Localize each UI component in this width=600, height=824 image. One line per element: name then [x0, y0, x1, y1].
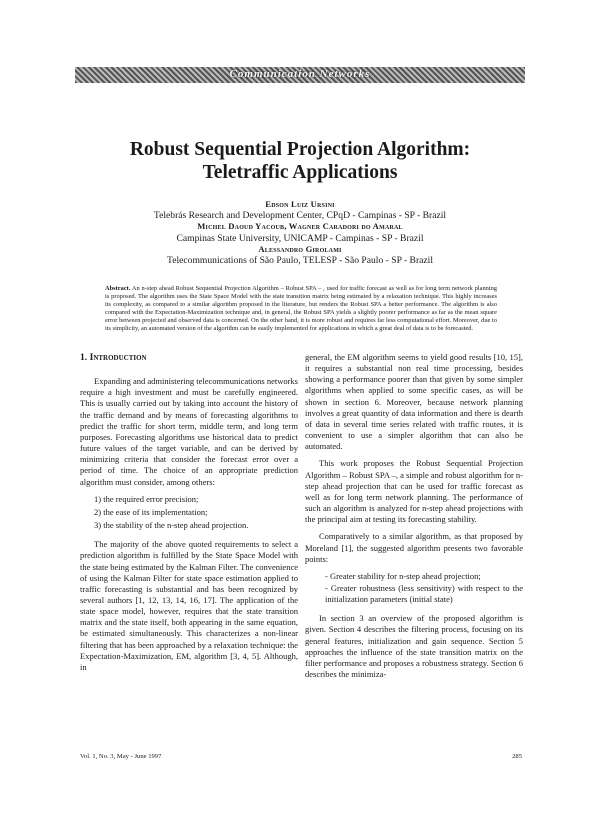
list-item: 1) the required error precision;: [94, 493, 199, 504]
abstract-text: An n-step ahead Robust Sequential Projection Algorithm – Robust SPA – , used for traffic forecast as well as for long term network planning is proposed. The algorithm uses the State Space Model with the state transition matrix being estimated by a relaxation technique. This highly increases its complexity, as compared to a similar algorithm proposed in the literature, but renders the Robust SPA a better performance. The algorithm is also compared with the Expectation-Maximization technique and, in general, the Robust SPA yields a slightly poorer performance as far as the mean square error between projected and observed data is concerned. On the other hand, it is more robust and requires far less computational effort. Moreover, due to its simplicity, an automated version of the algorithm can be easily implemented for applications in which a great deal of data is to be forecasted.: [105, 285, 498, 332]
right-column: [305, 352, 523, 686]
paragraph: Expanding and administering telecommunications networks require a high investment and must be carefully engineered. This is usually carried out by taking into account the history of the traffic demand and by means of forecasting algorithms to predict the traffic for short term, middle term, and long term purposes. Forecasting algorithms use historical data to predict future values of the target variable, and can be derived by minimizing criteria that consider the forecast error over a period of time. The choice of an appropriate prediction algorithm must consider, among others:: [80, 376, 298, 487]
title-line-2: Teletraffic Applications: [202, 162, 398, 183]
paragraph: general, the EM algorithm seems to yield good results [10, 15], it requires a substantial non real time processing, besides showing a performance poorer than that given by some simpler algorithms when applied to some specific cases, as will be shown in section 6. Moreover, because network planning involves a great quantity of data information and there is dearth of data in several time series related with traffic routes, it is convenient to use a simpler algorithm that can also be automated.: [305, 352, 523, 452]
author-name: Edson Luiz Ursini: [265, 199, 335, 209]
section-heading: 1. Introduction: [80, 352, 147, 363]
journal-banner: [75, 67, 525, 83]
author-name: Alessandro Girolami: [258, 243, 342, 254]
footer-issue: Vol. 1, No. 3, May - June 1997: [80, 753, 162, 760]
footer-page-number: 285: [512, 753, 522, 760]
requirements-list: [94, 494, 298, 531]
abstract: [105, 285, 497, 332]
list-item: - Greater stability for n-step ahead projection;: [325, 570, 481, 581]
paragraph: In section 3 an overview of the proposed algorithm is given. Section 4 describes the filtering process, focusing on its general features, initialization and gain sequence. Section 5 approaches the influence of the state transition matrix on the filter performance and proposes a robustness strategy. Section 6 describes the minimiza-: [305, 613, 523, 680]
paragraph: This work proposes the Robust Sequential Projection Algorithm – Robust SPA –, a simple and robust algorithm for n-step ahead projection that can be used for traffic forecast as well as for long term network planning. The performance of such an algorithm is analyzed for n-step ahead projections with the principal aim at testing its forecasting stability.: [305, 458, 523, 525]
author-affiliation: Telebrás Research and Development Center, CPqD - Campinas - SP - Brazil: [153, 210, 447, 222]
author-name: Michel Daoud Yacoub, Wagner Caradori do Amaral: [197, 221, 403, 232]
author-block: [60, 199, 540, 266]
advantages-list: [325, 571, 523, 605]
list-item: 3) the stability of the n-step ahead projection.: [94, 520, 249, 531]
title-line-1: Robust Sequential Projection Algorithm:: [129, 139, 471, 160]
abstract-label: Abstract.: [105, 285, 131, 292]
left-column: [80, 352, 298, 679]
paragraph: Comparatively to a similar algorithm, as that proposed by Moreland [1], the suggested algorithm presents two favorable points:: [305, 531, 523, 564]
author-affiliation: Campinas State University, UNICAMP - Campinas - SP - Brazil: [176, 232, 424, 244]
author-affiliation: Telecommunications of São Paulo, TELESP - São Paulo - SP - Brazil: [167, 255, 433, 267]
banner-label: Communication Networks: [229, 68, 371, 80]
paper-title: [0, 138, 600, 184]
list-item: - Greater robustness (less sensitivity) with respect to the initialization parameters (initial state): [325, 582, 523, 605]
paragraph: The majority of the above quoted requirements to select a prediction algorithm is fulfilled by the State Space Model with the state being estimated by the Kalman Filter. The convenience of using the Kalman Filter for state space estimation applied to traffic forecasting is substantial and has been recognized by several authors [1, 12, 13, 14, 16, 17]. The application of the state space model, however, requires that the state transition matrix and the state itself, both appearing in the same equation, be estimated simultaneously. This characterizes a non-linear filtering that has been approached by a relaxation technique: the Expectation-Maximization, EM, algorithm [3, 4, 5]. Although, in: [80, 539, 298, 672]
list-item: 2) the ease of its implementation;: [94, 506, 208, 517]
